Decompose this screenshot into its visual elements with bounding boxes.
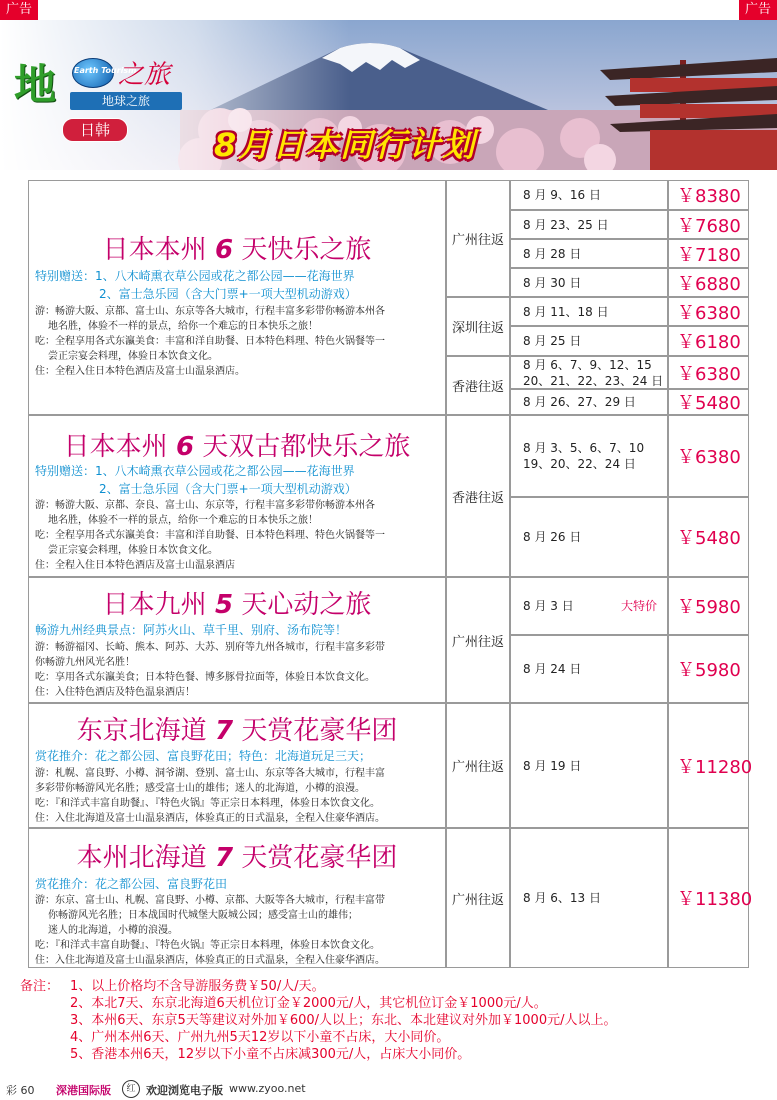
page-footer — [0, 1078, 777, 1100]
departure-city: 深圳往返 — [446, 297, 510, 356]
logo-character: 地 — [14, 60, 57, 109]
itinerary-table — [28, 180, 753, 968]
tour-price: ￥7180 — [668, 239, 749, 268]
tour-price: ￥6180 — [668, 326, 749, 356]
notes-section — [20, 978, 760, 1063]
special-price-tag: 大特价 — [620, 599, 657, 613]
departure-date — [510, 415, 668, 497]
departure-city: 广州往返 — [446, 703, 510, 828]
departure-date: 8 月 9、16 日 — [510, 180, 668, 210]
tour-highlight: 特别赠送：1、八木崎熏衣草公园或花之都公园——花海世界 2、富士急乐园（含大门票+一项大型机动游戏） — [35, 269, 357, 301]
departure-date: 8 月 26、27、29 日 — [510, 389, 668, 415]
tour-price: ￥8380 — [668, 180, 749, 210]
departure-city: 香港往返 — [446, 415, 510, 577]
tour-description: 游：东京、富士山、札幌、富良野、小樽、京都、大阪等各大城市，行程丰富带 你畅游风光名胜；日本战国时代城堡大阪城公园；感受富士山的雄伟； 迷人的北海道，小樽的浪漫。 吃：『和洋式丰富自助餐』、『特色火锅』等正宗日本料理，体验日本饮食文化。 住：入住北海道及富士山温泉酒店，体验真正的日式温泉，全程入住豪华酒店。 — [35, 895, 385, 966]
departure-city: 香港往返 — [446, 356, 510, 415]
ad-label-left: 广告 — [0, 0, 38, 20]
tour-price: ￥6380 — [668, 356, 749, 389]
departure-date — [510, 356, 668, 389]
tour-description: 游：札幌、富良野、小樽、洞爷湖、登别、富士山、东京等各大城市，行程丰富 多彩带你畅游风光名胜；感受富士山的雄伟；迷人的北海道，小樽的浪漫。 吃：『和洋式丰富自助餐』、『特色火锅』等正宗日本料理，体验日本饮食文化。 住：入住北海道及富士山温泉酒店，体验真正的日式温泉，全程入住豪华酒店。 — [35, 768, 385, 824]
tour-price: ￥5980 — [668, 635, 749, 703]
note-item: 2、本北7天、东京北海道6天机位订金￥2000元/人，其它机位订金￥1000元/人。 — [70, 996, 547, 1011]
tour-card — [28, 415, 446, 577]
logo-subtitle: 地球之旅 — [70, 92, 182, 110]
note-item: 3、本州6天、东京5天等建议对外加￥600/人以上；东北、本北建议对外加￥1000元/人以上。 — [70, 1013, 617, 1028]
page-number: 彩 60 — [6, 1084, 35, 1097]
departure-date: 8 月 11、18 日 — [510, 297, 668, 326]
welcome-text: 欢迎浏览电子版 — [146, 1084, 223, 1097]
logo-zhilv: 之旅 — [118, 60, 171, 90]
edition-label: 深港国际版 — [56, 1084, 111, 1097]
tour-highlight: 特别赠送：1、八木崎熏衣草公园或花之都公园——花海世界 2、富士急乐园（含大门票+一项大型机动游戏） — [35, 464, 357, 496]
tour-card — [28, 703, 446, 828]
date-line-1: 8 月 6、7、9、12、15 — [523, 357, 652, 372]
note-item: 4、广州本州6天、广州九州5天12岁以下小童不占床，大小同价。 — [70, 1030, 450, 1045]
tour-price: ￥7680 — [668, 210, 749, 239]
website-link[interactable]: www.zyoo.net — [229, 1082, 306, 1095]
edition-badge: 红 — [122, 1080, 140, 1098]
tour-name: 本州北海道 7 天赏花豪华团 — [76, 843, 398, 873]
tour-highlight: 畅游九州经典景点：阿苏火山、草千里、别府、汤布院等！ — [35, 623, 348, 637]
header-banner — [0, 20, 777, 170]
tour-description: 游：畅游福冈、长崎、熊本、阿苏、大苏、别府等九州各城市，行程丰富多彩带 你畅游九州风光名胜！ 吃：享用各式东瀛美食；日本特色餐、博多豚骨拉面等，体验日本饮食文化。 住：入住特色酒店及特色温泉酒店！ — [35, 642, 385, 698]
tour-highlight: 赏花推介：花之都公园、富良野花田 — [35, 877, 228, 891]
tour-description: 游：畅游大阪、京都、富士山、东京等各大城市，行程丰富多彩带你畅游本州各 地名胜，体验不一样的景点，给你一个难忘的日本快乐之旅！ 吃：全程享用各式东瀛美食：丰富和洋自助餐、日本特色料理、特色火锅餐等一 尝正宗宴会料理，体验日本饮食文化。 住：全程入住日本特色酒店及富士山温泉酒店。 — [35, 306, 385, 377]
tour-price: ￥11380 — [668, 828, 749, 968]
departure-date: 8 月 25 日 — [510, 326, 668, 356]
page-title: 8月日本同行计划 — [214, 126, 477, 164]
tour-price: ￥5480 — [668, 497, 749, 577]
departure-city: 广州往返 — [446, 577, 510, 703]
departure-date: 8 月 6、13 日 — [510, 828, 668, 968]
tour-highlight: 赏花推介：花之都公园、富良野花田；特色：北海道玩足三天； — [35, 749, 372, 763]
date-line-1: 8 月 3、5、6、7、10 — [523, 441, 645, 455]
departure-date: 8 月 24 日 — [510, 635, 668, 703]
departure-date — [510, 577, 668, 635]
date-text: 8 月 3 日 — [523, 599, 574, 613]
note-item: 5、香港本州6天，12岁以下小童不占床减300元/人，占床大小同价。 — [70, 1047, 471, 1062]
departure-date: 8 月 28 日 — [510, 239, 668, 268]
departure-date: 8 月 30 日 — [510, 268, 668, 297]
tour-price: ￥6380 — [668, 415, 749, 497]
logo-globe-text: Earth Tourism — [74, 66, 137, 75]
tour-card — [28, 828, 446, 968]
tour-name: 日本本州 6 天双古都快乐之旅 — [63, 432, 411, 462]
date-line-2: 20、21、22、23、24 日 — [523, 373, 664, 388]
tour-name: 日本本州 6 天快乐之旅 — [102, 235, 372, 265]
tour-card — [28, 577, 446, 703]
departure-city: 广州往返 — [446, 828, 510, 968]
notes-label: 备注： — [20, 979, 60, 994]
note-item: 1、以上价格均不含导游服务费￥50/人/天。 — [70, 979, 325, 994]
departure-date: 8 月 19 日 — [510, 703, 668, 828]
departure-date: 8 月 26 日 — [510, 497, 668, 577]
date-line-2: 19、20、22、24 日 — [523, 457, 636, 471]
tour-price: ￥5980 — [668, 577, 749, 635]
tour-price: ￥5480 — [668, 389, 749, 415]
tour-name: 日本九州 5 天心动之旅 — [102, 590, 372, 620]
ad-label-right: 广告 — [739, 0, 777, 20]
tour-price: ￥6380 — [668, 297, 749, 326]
tour-price: ￥11280 — [668, 703, 749, 828]
tour-name: 东京北海道 7 天赏花豪华团 — [76, 716, 398, 746]
departure-date: 8 月 23、25 日 — [510, 210, 668, 239]
region-badge: 日韩 — [62, 118, 128, 142]
tour-description: 游：畅游大阪、京都、奈良、富士山、东京等，行程丰富多彩带你畅游本州各 地名胜，体验不一样的景点，给你一个难忘的日本快乐之旅！ 吃：全程享用各式东瀛美食：丰富和洋自助餐、日本特色料理、特色火锅餐等一 尝正宗宴会料理，体验日本饮食文化。 住：全程入住日本特色酒店及富士山温泉酒店 — [35, 500, 385, 571]
tour-card — [28, 180, 446, 415]
tour-price: ￥6880 — [668, 268, 749, 297]
departure-city: 广州往返 — [446, 180, 510, 297]
